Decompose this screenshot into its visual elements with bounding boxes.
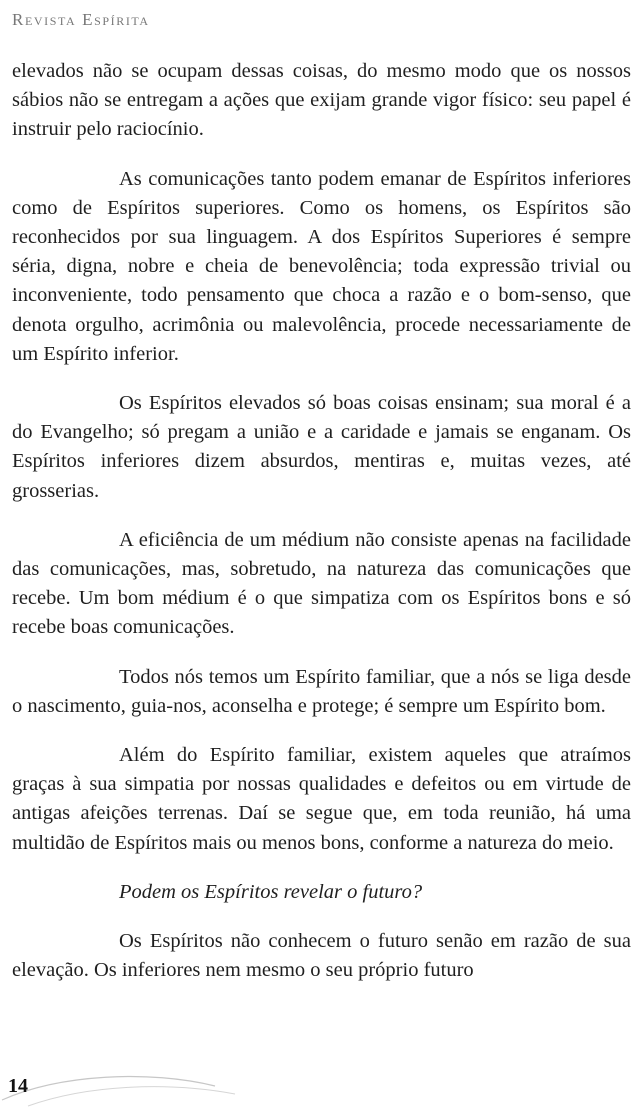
footer-swoosh-decoration [0, 1060, 260, 1107]
body-paragraph: Todos nós temos um Espírito familiar, que a nós se liga desde o nascimento, guia-nos, aconselha e protege; é sempre um Espírito bom. [12, 665, 631, 717]
body-paragraph: Os Espíritos não conhecem o futuro senão em razão de sua elevação. Os inferiores nem mesmo o seu próprio futuro [12, 930, 631, 982]
page-number: 14 [8, 1075, 28, 1097]
body-paragraph: elevados não se ocupam dessas coisas, do mesmo modo que os nossos sábios não se entregam a ações que exijam grande vigor físico: seu papel é instruir pelo raciocínio. [12, 60, 631, 141]
body-paragraph: Além do Espírito familiar, existem aqueles que atraímos graças à sua simpatia por nossas qualidades e defeitos ou em virtude de antigas afeições terrenas. Daí se segue que, em toda reunião, há uma multidão de Espíritos mais ou menos bons, conforme a natureza do meio. [12, 744, 631, 854]
body-paragraph: A eficiência de um médium não consiste apenas na facilidade das comunicações, mas, sobretudo, na natureza das comunicações que recebe. Um bom médium é o que simpatiza com os Espíritos bons e só recebe boas comunicações. [12, 528, 631, 639]
page-body [12, 57, 631, 1005]
body-paragraph: Os Espíritos elevados só boas coisas ensinam; sua moral é a do Evangelho; só pregam a união e a caridade e jamais se enganam. Os Espíritos inferiores dizem absurdos, mentiras e, muitas vezes, até grosserias. [12, 392, 631, 502]
section-question: Podem os Espíritos revelar o futuro? [119, 880, 423, 903]
body-paragraph: As comunicações tanto podem emanar de Espíritos inferiores como de Espíritos superiores. Como os homens, os Espíritos são reconhecidos por sua linguagem. A dos Espíritos Superiores é sempre séria, digna, nobre e cheia de benevolência; toda expressão trivial ou inconveniente, todo pensamento que choca a razão e o bom-senso, que denota orgulho, acrimônia ou malevolência, procede necessariamente de um Espírito inferior. [12, 167, 631, 365]
running-header: Revista Espírita [12, 10, 150, 29]
